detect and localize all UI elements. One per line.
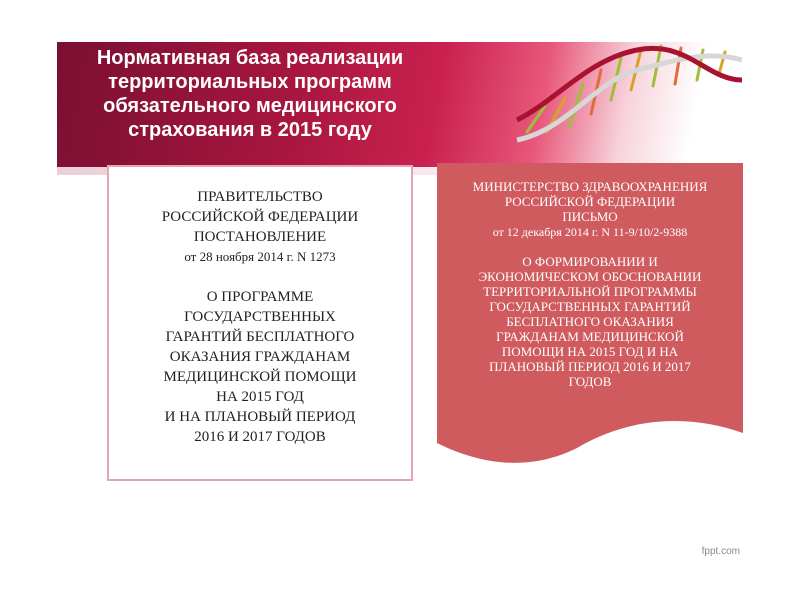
left-subject-3: ГАРАНТИЙ БЕСПЛАТНОГО [165, 329, 355, 345]
right-subject-8: ПЛАНОВЫЙ ПЕРИОД 2016 И 2017 [489, 359, 691, 374]
left-subject-2: ГОСУДАРСТВЕННЫХ [184, 309, 336, 325]
left-line-3: ПОСТАНОВЛЕНИЕ [193, 229, 327, 245]
right-line-1: МИНИСТЕРСТВО ЗДРАВООХРАНЕНИЯ [472, 179, 708, 194]
left-subject-4: ОКАЗАНИЯ ГРАЖДАНАМ [169, 349, 351, 365]
right-subject-4: ГОСУДАРСТВЕННЫХ ГАРАНТИЙ [489, 299, 691, 314]
right-date: от 12 декабря 2014 г. N 11-9/10/2-9388 [492, 225, 688, 239]
right-line-3: ПИСЬМО [562, 209, 618, 224]
slide-title: Нормативная база реализации территориальных программ обязательного медицинского страхования в 2015 году [96, 47, 404, 141]
slide [57, 42, 743, 564]
left-line-1: ПРАВИТЕЛЬСТВО [197, 189, 323, 205]
left-subject-6: НА 2015 ГОД [216, 389, 304, 405]
right-subject-9: ГОДОВ [568, 374, 612, 389]
dna-helix-icon [507, 42, 743, 150]
left-subject-5: МЕДИЦИНСКОЙ ПОМОЩИ [163, 369, 357, 385]
title-banner [57, 42, 743, 167]
right-subject-1: О ФОРМИРОВАНИИ И [522, 254, 658, 269]
right-subject-2: ЭКОНОМИЧЕСКОМ ОБОСНОВАНИИ [478, 269, 702, 284]
right-subject-6: ГРАЖДАНАМ МЕДИЦИНСКОЙ [496, 329, 684, 344]
government-resolution-box [107, 165, 413, 481]
left-subject-7: И НА ПЛАНОВЫЙ ПЕРИОД [164, 409, 356, 425]
right-subject-7: ПОМОЩИ НА 2015 ГОД И НА [501, 344, 679, 359]
right-line-2: РОССИЙСКОЙ ФЕДЕРАЦИИ [504, 194, 676, 209]
left-line-2: РОССИЙСКОЙ ФЕДЕРАЦИИ [161, 209, 359, 225]
left-subject-8: 2016 И 2017 ГОДОВ [194, 429, 326, 445]
right-subject-3: ТЕРРИТОРИАЛЬНОЙ ПРОГРАММЫ [483, 284, 697, 299]
right-subject-5: БЕСПЛАТНОГО ОКАЗАНИЯ [506, 314, 674, 329]
ministry-letter-box [437, 163, 743, 467]
left-subject-1: О ПРОГРАММЕ [206, 289, 314, 305]
footer-watermark: fppt.com [701, 546, 740, 557]
left-date: от 28 ноября 2014 г. N 1273 [184, 249, 336, 264]
